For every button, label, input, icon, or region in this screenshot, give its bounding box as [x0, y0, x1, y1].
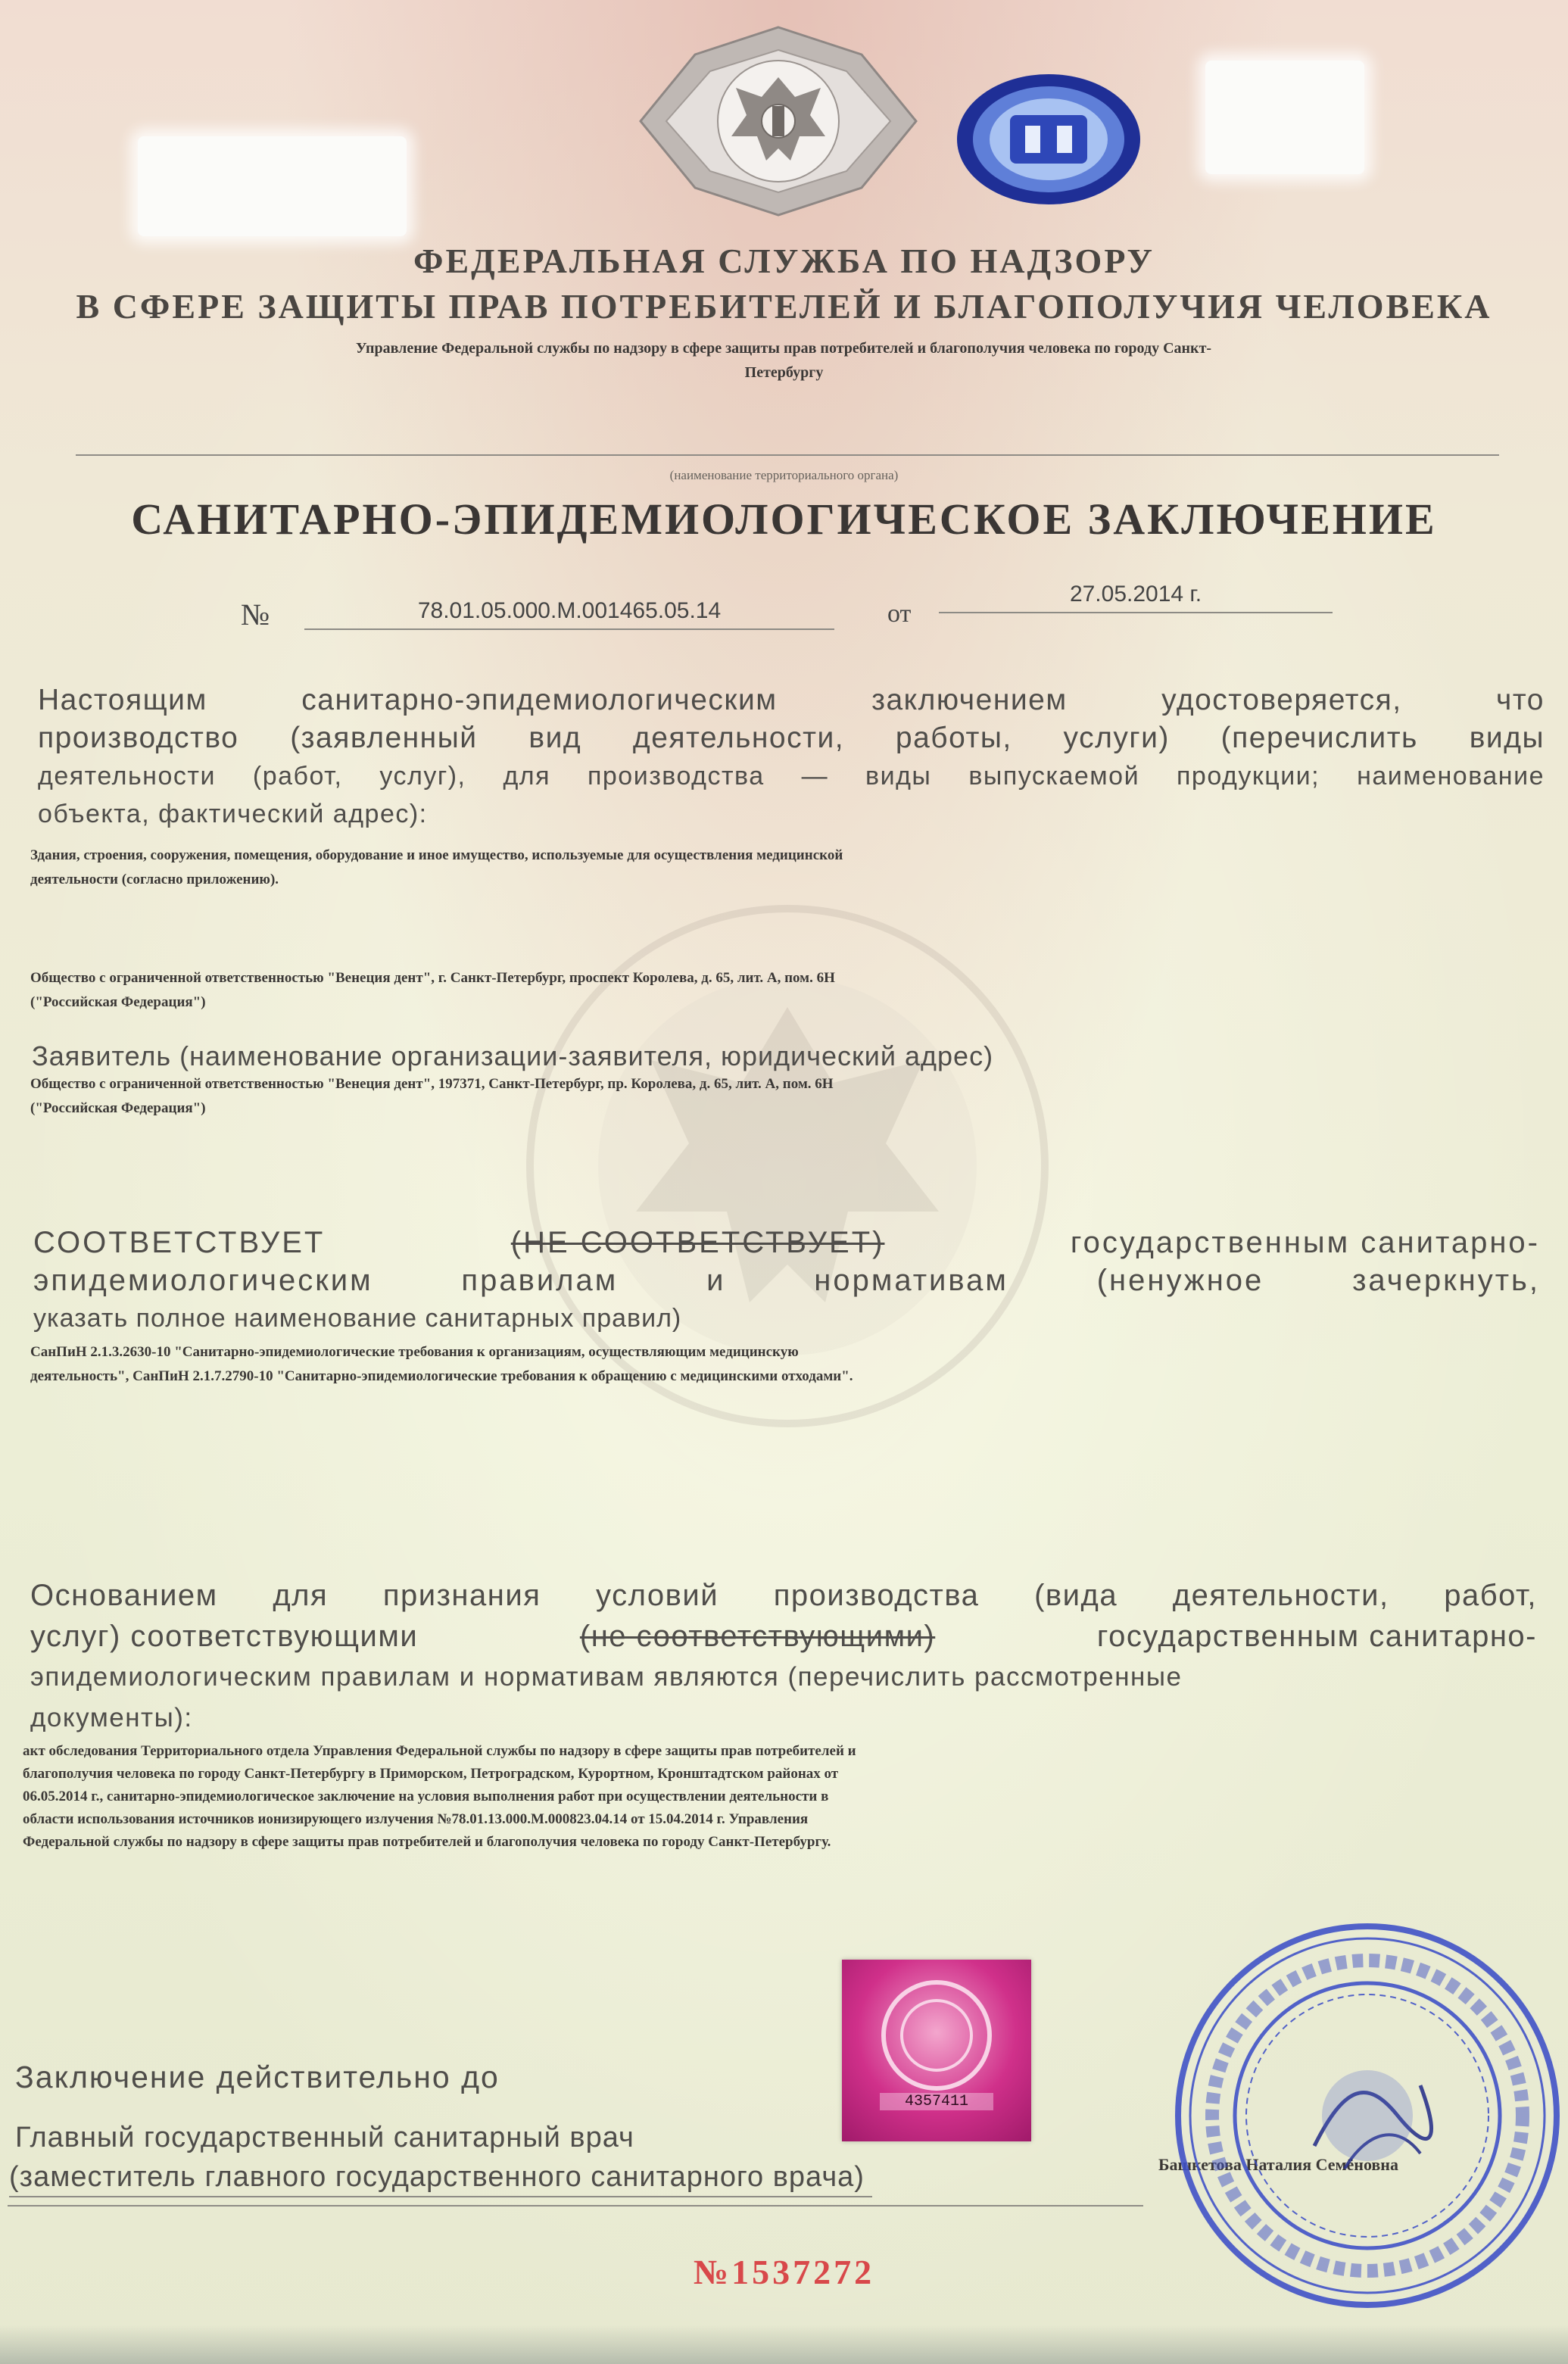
department-caption: (наименование территориального органа) — [669, 468, 899, 482]
not-conforms-word: (НЕ СООТВЕТСТВУЕТ) — [510, 1226, 885, 1259]
objects-text — [30, 844, 1537, 892]
hologram-serial: 4357411 — [880, 2093, 993, 2110]
number-label: № — [241, 597, 270, 632]
basis-documents — [23, 1740, 1545, 1854]
agency-line-1: ФЕДЕРАЛЬНАЯ СЛУЖБА ПО НАДЗОРУ — [413, 242, 1155, 280]
basis-line-2 — [30, 1616, 1537, 1657]
date-label: от — [887, 600, 912, 628]
paper-bottom-shadow — [0, 2325, 1568, 2364]
document-title: САНИТАРНО-ЭПИДЕМИОЛОГИЧЕСКОЕ ЗАКЛЮЧЕНИЕ — [131, 494, 1437, 544]
applicant-line-1: Общество с ограниченной ответственностью "Венеция дент", 197371, Санкт-Петербург, пр. Королева, д. 65, лит. А, пом. 6Н — [30, 1076, 834, 1092]
rules-line-1: СанПиН 2.1.3.2630-10 "Санитарно-эпидемиологические требования к организациям, осуществляющим медицинскую — [30, 1344, 799, 1360]
conformity-line-3: указать полное наименование санитарных правил) — [33, 1304, 682, 1333]
hologram-sticker — [842, 1960, 1031, 2141]
basis-line-4: документы): — [30, 1703, 193, 1732]
basis-line-2b: государственным санитарно- — [1096, 1620, 1537, 1653]
docs-line-2: благополучия человека по городу Санкт-Петербургу в Приморском, Петроградском, Курортном, Кронштадтском районах от — [23, 1766, 839, 1782]
objects-line-2: деятельности (согласно приложению). — [30, 872, 279, 887]
basis-line-2a: услуг) соответствующими — [30, 1620, 419, 1653]
basis-strike: (не соответствующими) — [579, 1620, 936, 1653]
department-rule — [76, 454, 1499, 456]
certificate-number: 78.01.05.000.М.001465.05.14 — [304, 598, 834, 630]
applicant-label: Заявитель (наименование организации-заявителя, юридический адрес) — [32, 1040, 994, 1071]
blank-serial-number: №1537272 — [693, 2253, 875, 2291]
objects-line-1: Здания, строения, сооружения, помещения, оборудование и иное имущество, используемые для осуществления медицинской — [30, 847, 843, 863]
valid-until-label: Заключение действительно до — [15, 2060, 500, 2094]
basis-paragraph — [30, 1575, 1537, 1739]
conformity-line-2: эпидемиологическим правилам и нормативам (ненужное зачеркнуть, — [33, 1264, 1540, 1297]
hologram-emblem-icon — [876, 1975, 997, 2096]
footer-rule — [8, 2205, 1143, 2207]
object-address-line-2: ("Российская Федерация") — [30, 994, 206, 1010]
object-address — [30, 966, 1537, 1015]
docs-line-1: акт обследования Территориального отдела Управления Федеральной службы по надзору в сфере защиты прав потребителей и — [23, 1743, 856, 1759]
basis-line-3: эпидемиологическим правилам и нормативам являются (перечислить рассмотренные — [30, 1662, 1183, 1692]
sanitary-rules — [30, 1340, 1537, 1389]
conformity-paragraph — [33, 1224, 1540, 1337]
conforms-word: СООТВЕТСТВУЕТ — [33, 1226, 326, 1259]
redacted-area-right — [1205, 61, 1364, 174]
intro-line-3: деятельности (работ, услуг), для производства — виды выпускаемой продукции; наименование — [38, 762, 1545, 791]
state-emblem-icon — [634, 23, 922, 220]
agency-line-2: В СФЕРЕ ЗАЩИТЫ ПРАВ ПОТРЕБИТЕЛЕЙ И БЛАГОПОЛУЧИЯ ЧЕЛОВЕКА — [76, 287, 1492, 326]
applicant-value — [30, 1072, 1537, 1121]
certificate-date: 27.05.2014 г. — [939, 582, 1333, 613]
object-address-line-1: Общество с ограниченной ответственностью "Венеция дент", г. Санкт-Петербург, проспект Королева, д. 65, лит. А, пом. 6Н — [30, 970, 835, 986]
department-line-2: Петербургу — [744, 364, 824, 381]
signer-name: Башкетова Наталия Семёновна — [1158, 2155, 1398, 2174]
signer-title-line-2: (заместитель главного государственного санитарного врача) — [9, 2158, 872, 2197]
docs-line-3: 06.05.2014 г., санитарно-эпидемиологическое заключение на условия выполнения работ при осуществлении деятельности в — [23, 1789, 829, 1804]
conformity-rest: государственным санитарно- — [1070, 1226, 1540, 1259]
rules-line-2: деятельность", СанПиН 2.1.7.2790-10 "Санитарно-эпидемиологические требования к обращению с медицинскими отходами". — [30, 1368, 853, 1384]
department-line-1: Управление Федеральной службы по надзору в сфере защиты прав потребителей и благополучия человека по городу Санкт- — [355, 340, 1212, 357]
intro-paragraph — [38, 681, 1545, 833]
conformity-line-1 — [33, 1224, 1540, 1262]
docs-line-5: Федеральной службы по надзору в сфере защиты прав потребителей и благополучия человека по городу Санкт-Петербургу. — [23, 1834, 831, 1850]
applicant-line-2: ("Российская Федерация") — [30, 1100, 206, 1116]
basis-line-1: Основанием для признания условий производства (вида деятельности, работ, — [30, 1579, 1537, 1612]
redacted-area-left — [138, 136, 407, 236]
signer-title-line-1: Главный государственный санитарный врач — [15, 2122, 634, 2153]
intro-line-1: Настоящим санитарно-эпидемиологическим заключением удостоверяется, что — [38, 684, 1545, 716]
docs-line-4: области использования источников ионизирующего излучения №78.01.13.000.М.000823.04.14 от 15.04.2014 г. Управления — [23, 1811, 809, 1827]
certification-mark-icon — [955, 73, 1142, 206]
intro-line-4: объекта, фактический адрес): — [38, 800, 428, 828]
intro-line-2: производство (заявленный вид деятельности, работы, услуги) (перечислить виды — [38, 722, 1545, 754]
